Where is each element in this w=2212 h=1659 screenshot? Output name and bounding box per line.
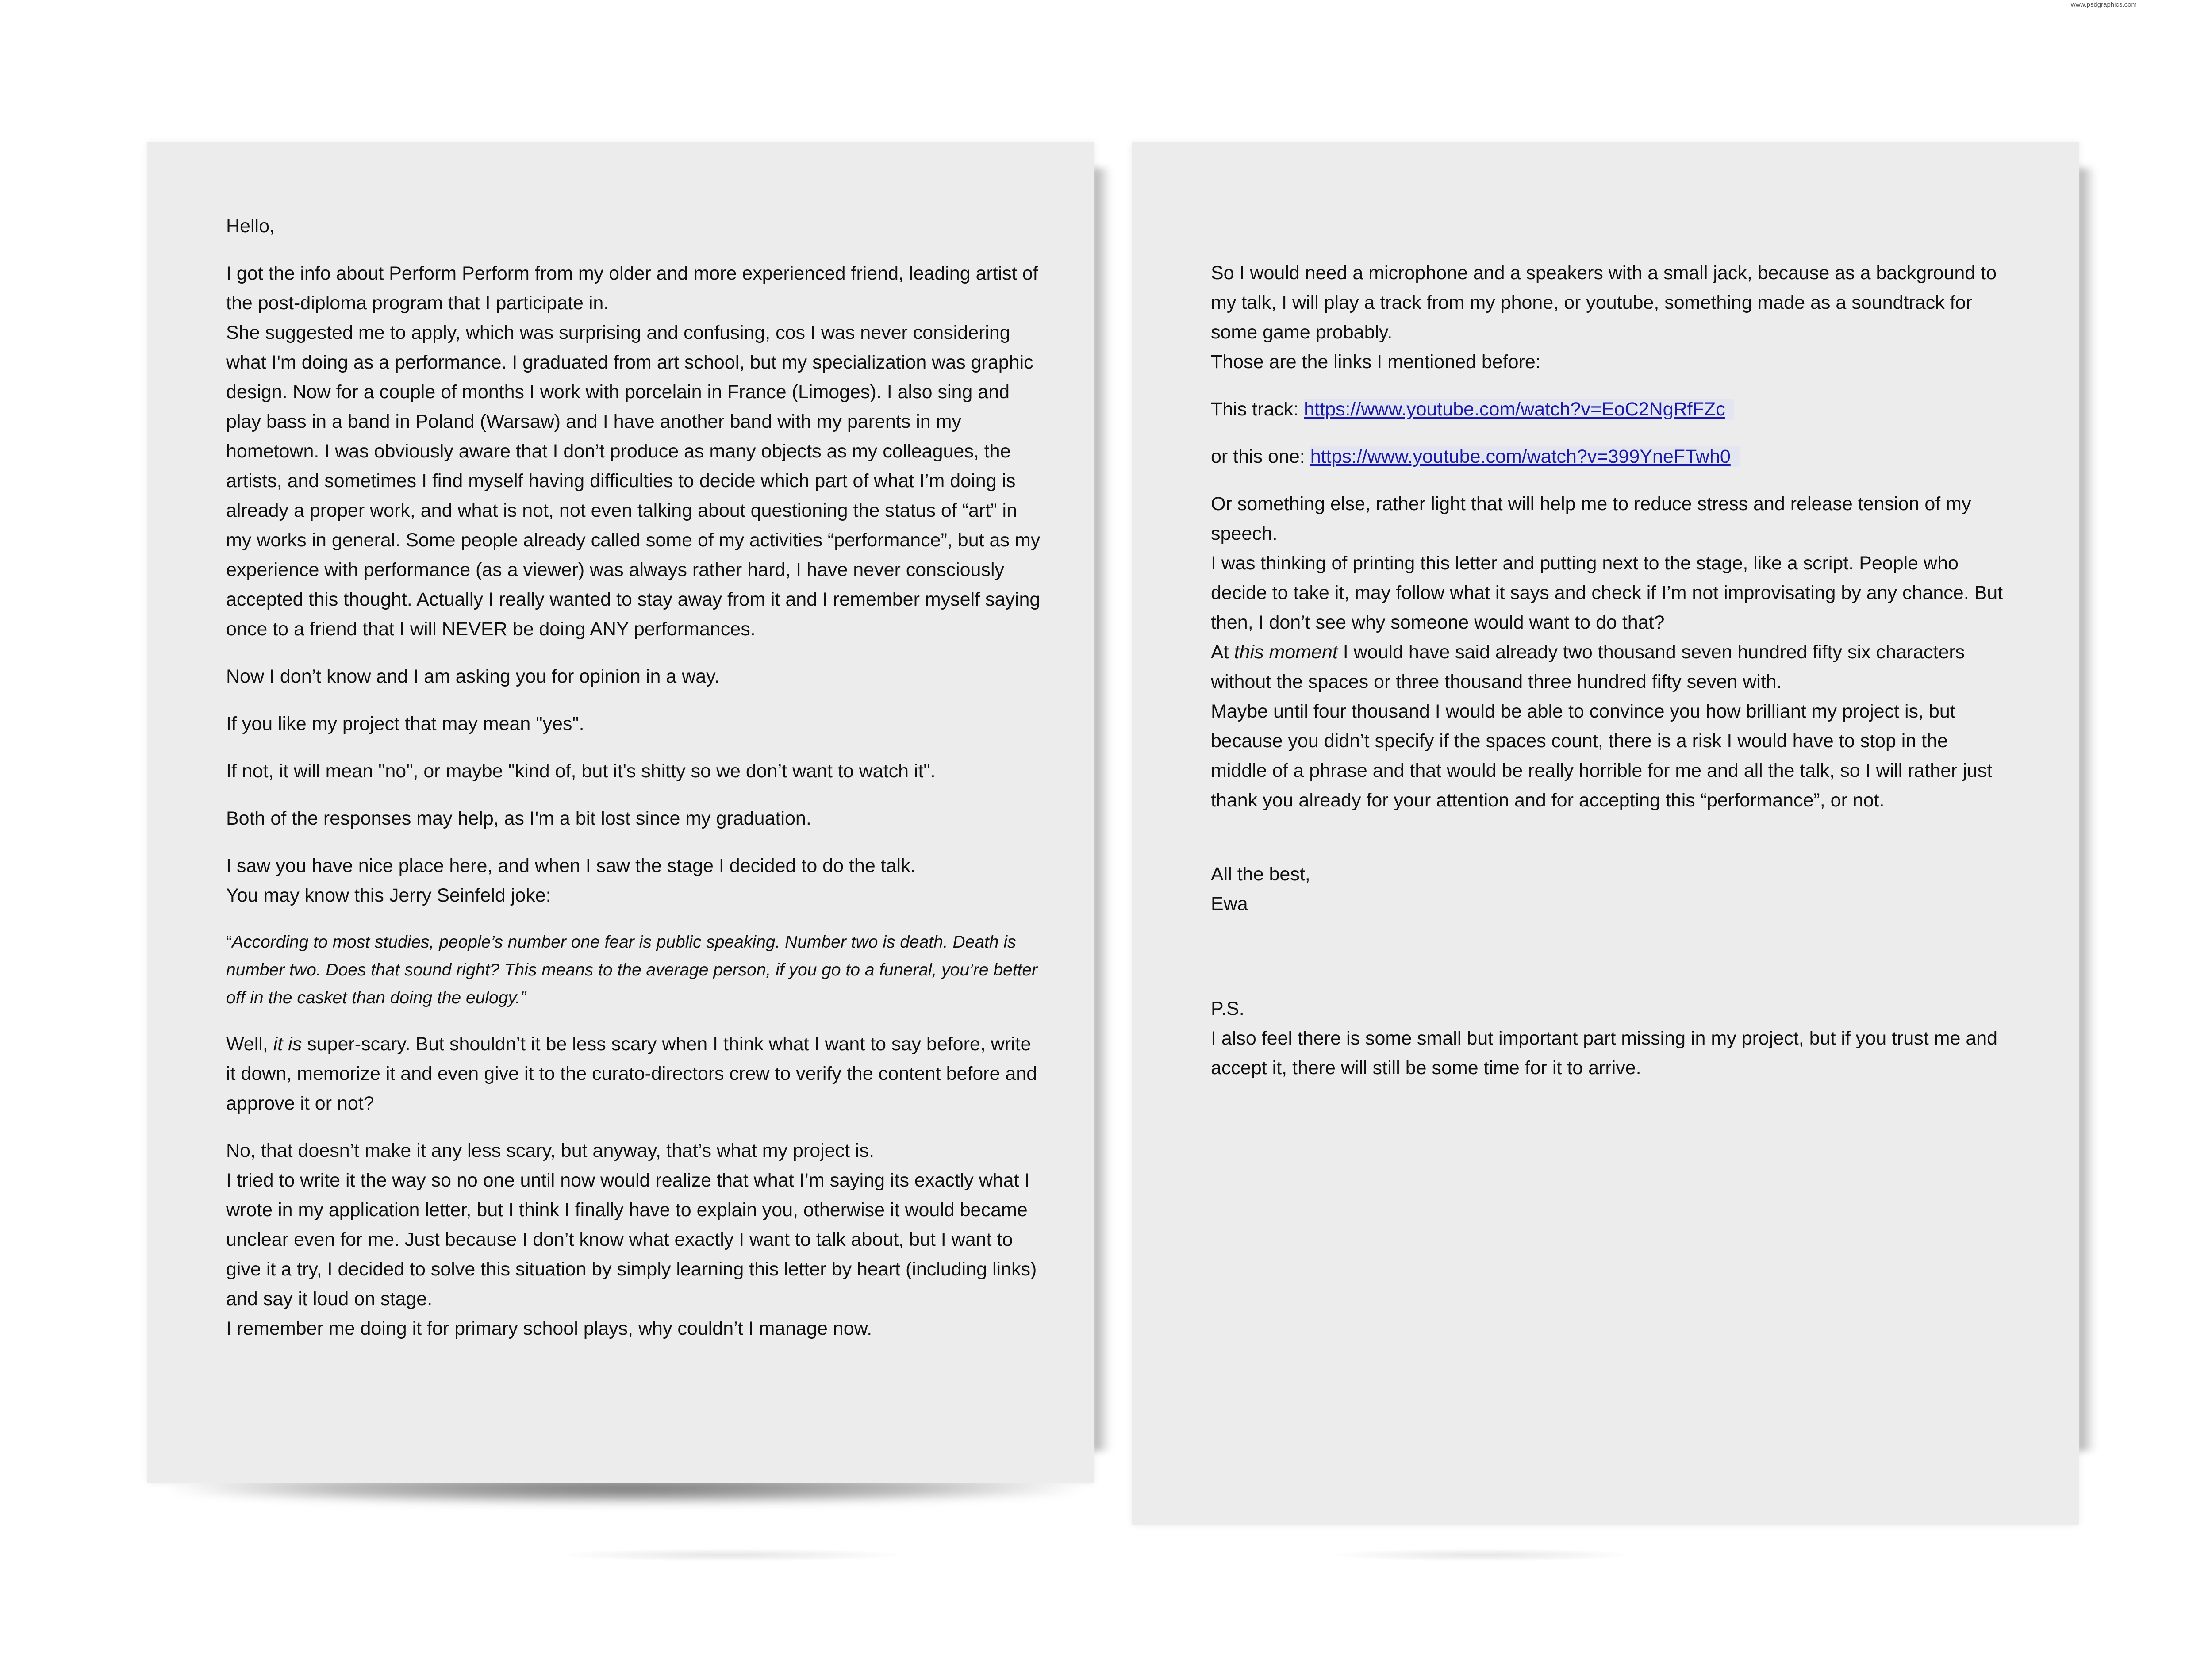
- paragraph: [226, 259, 1045, 644]
- letter-page-right: [1132, 142, 2079, 1525]
- paragraph-text: At: [1211, 641, 1234, 663]
- letter-body-left: [226, 211, 1045, 1361]
- floor-shadow: [1327, 1548, 1637, 1562]
- floor-shadow: [553, 1548, 907, 1562]
- paragraph-line: I saw you have nice place here, and when I saw the stage I decided to do the talk.: [226, 855, 916, 876]
- paragraph-line: No, that doesn’t make it any less scary, but anyway, that’s what my project is.: [226, 1140, 875, 1161]
- paragraph-text: super-scary. But shouldn’t it be less scary when I think what I want to say before, write it down, memorize it and even give it to the curato-directors crew to verify the content before and approve it or not?: [226, 1033, 1037, 1114]
- alt-track-label: or this one:: [1211, 446, 1310, 467]
- paragraph: [1211, 489, 2007, 815]
- seinfeld-quote: [226, 928, 1045, 1012]
- paragraph-line: I tried to write it the way so no one until now would realize that what I’m saying its exactly what I wrote in my application letter, but I think I finally have to explain you, otherwise it would became unclear even for me. Just because I don’t know what exactly I want to talk about, but I want to give it a try, I decided to solve this situation by simply learning this letter by heart (including links) and say it loud on stage.: [226, 1170, 1037, 1310]
- paragraph: [226, 1029, 1045, 1118]
- quote-open-mark: “: [226, 933, 232, 952]
- paragraph-line: Those are the links I mentioned before:: [1211, 351, 1541, 373]
- paragraph-line: Maybe until four thousand I would be able to convince you how brilliant my project is, but because you didn’t specify if the spaces count, there is a risk I would have to stop in the middle of a phrase and that would be really horrible for me and all the talk, so I will rather just thank you already for your attention and for accepting this “performance”, or not.: [1211, 701, 1993, 811]
- letter-body-right: [1211, 258, 2007, 1101]
- paragraph-line: I remember me doing it for primary school plays, why couldn’t I manage now.: [226, 1318, 872, 1339]
- emphasis-text: it is: [273, 1033, 302, 1055]
- page-side-shadow: [1093, 168, 1110, 1451]
- paragraph-text: Well,: [226, 1033, 273, 1055]
- postscript: [1211, 994, 2007, 1083]
- paragraph-line: I was thinking of printing this letter and putting next to the stage, like a script. People who decide to take it, may follow what it says and check if I’m not improvisating by any chance. But then, I don’t see why someone would want to do that?: [1211, 553, 2003, 633]
- signature: Ewa: [1211, 893, 1248, 914]
- spacer: [1211, 833, 2007, 860]
- page-side-shadow: [2078, 168, 2095, 1451]
- alt-track-line: [1211, 442, 2007, 472]
- emphasis-text: this moment: [1234, 641, 1338, 663]
- track-line: [1211, 395, 2007, 424]
- closing: All the best,: [1211, 864, 1310, 885]
- track-link[interactable]: https://www.youtube.com/watch?v=EoC2NgRfFZc: [1304, 399, 1734, 420]
- paragraph: Now I don’t know and I am asking you for opinion in a way.: [226, 666, 720, 687]
- paragraph-line: I got the info about Perform Perform from my older and more experienced friend, leading artist of the post-diploma program that I participate in.: [226, 263, 1038, 314]
- ps-text: I also feel there is some small but important part missing in my project, but if you trust me and accept it, there will still be some time for it to arrive.: [1211, 1028, 1998, 1079]
- sign-off: [1211, 860, 2007, 919]
- track-label: This track:: [1211, 399, 1304, 420]
- paragraph: Both of the responses may help, as I'm a bit lost since my graduation.: [226, 808, 811, 829]
- paragraph-line: Or something else, rather light that will help me to reduce stress and release tension of my speech.: [1211, 493, 1971, 544]
- paragraph: [1211, 258, 2007, 377]
- paragraph-line: You may know this Jerry Seinfeld joke:: [226, 885, 551, 906]
- paragraph: If you like my project that may mean "yes".: [226, 713, 584, 734]
- paragraph: [226, 851, 1045, 910]
- paragraph-line: She suggested me to apply, which was surprising and confusing, cos I was never considering what I'm doing as a performance. I graduated from art school, but my specialization was graphic design. Now for a couple of months I work with porcelain in France (Limoges). I also sing and play bass in a band in Poland (Warsaw) and I have another band with my parents in my hometown. I was obviously aware that I don’t produce as many objects as my colleagues, the artists, and sometimes I find myself having difficulties to decide which part of what I’m doing is already a proper work, and what is not, not even talking about questioning the status of “art” in my works in general. Some people already called some of my activities “performance”, but as my experience with performance (as a viewer) was always rather hard, I have never consciously accepted this thought. Actually I really wanted to stay away from it and I remember myself saying once to a friend that I will NEVER be doing ANY performances.: [226, 322, 1041, 640]
- letter-page-left: [147, 142, 1094, 1483]
- paragraph: If not, it will mean "no", or maybe "kind of, but it's shitty so we don’t want to watch it".: [226, 760, 936, 782]
- paragraph: [226, 1136, 1045, 1344]
- ps-label: P.S.: [1211, 998, 1244, 1019]
- watermark-text: www.psdgraphics.com: [2070, 1, 2137, 8]
- greeting: Hello,: [226, 215, 275, 237]
- paragraph-text: I would have said already two thousand seven hundred fifty six characters without the spaces or three thousand three hundred fifty seven with.: [1211, 641, 1965, 692]
- alt-track-link[interactable]: https://www.youtube.com/watch?v=399YneFTwh0: [1310, 446, 1740, 467]
- quote-text: According to most studies, people’s number one fear is public speaking. Number two is death. Death is number two. Does that sound right? This means to the average person, if you go to a funeral, you’re better off in the casket than doing the eulogy.”: [226, 933, 1038, 1007]
- paragraph-line: So I would need a microphone and a speakers with a small jack, because as a background to my talk, I will play a track from my phone, or youtube, something made as a soundtrack for some game probably.: [1211, 262, 1997, 343]
- spacer: [1211, 937, 2007, 994]
